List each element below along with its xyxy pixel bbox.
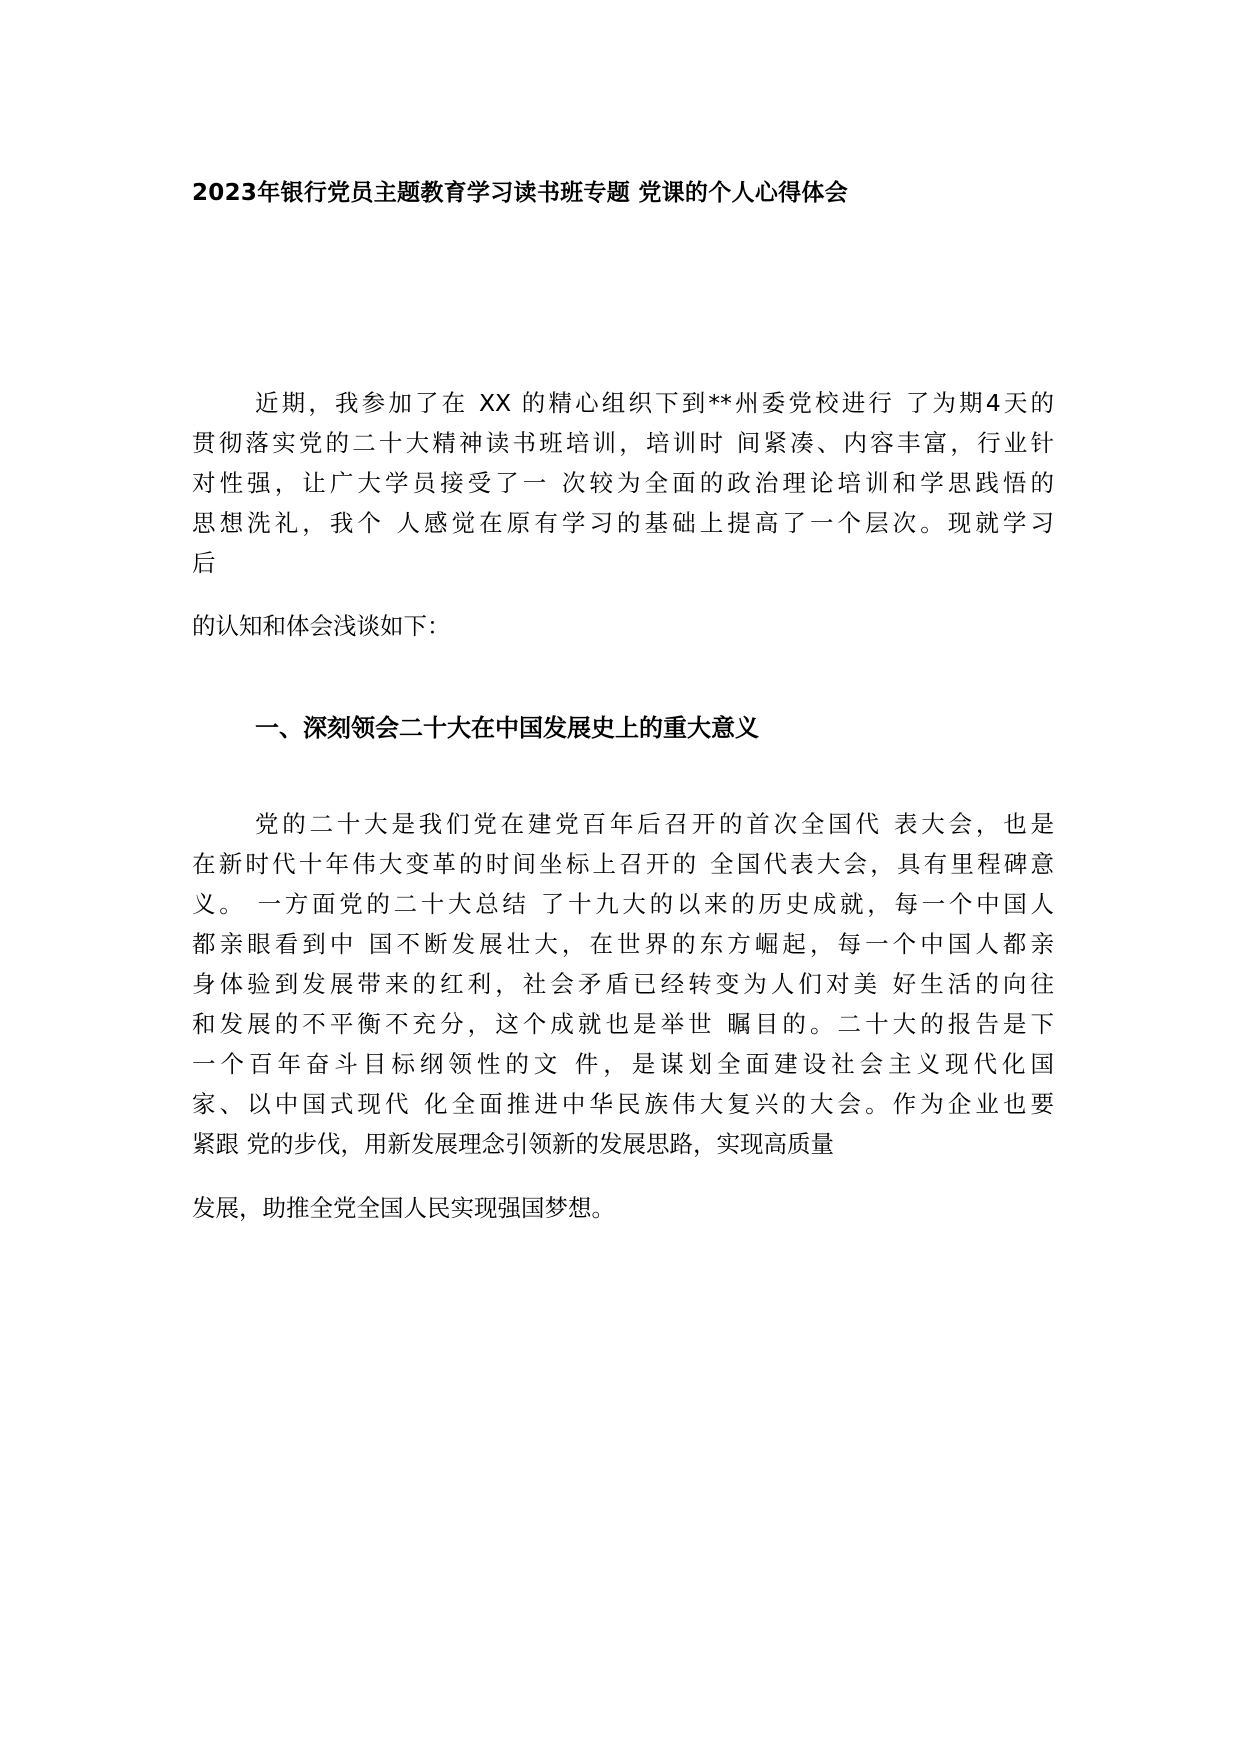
paragraph-intro-continuation [192,606,1054,646]
paragraph-intro [192,383,1054,583]
section-heading: 一、深刻领会二十大在中国发展史上的重大意义 [255,714,759,742]
paragraph-line: 一个百年奋斗目标纲领性的文 件，是谋划全面建设社会主义现代化国 [192,1050,1054,1078]
document-title: 2023年银行党员主题教育学习读书班专题 党课的个人心得体会 [192,180,849,206]
paragraph-line: 对性强，让广大学员接受了一 次较为全面的政治理论培训和学思践悟的 [192,469,1054,497]
paragraph-line: 家、以中国式现代 化全面推进中华民族伟大复兴的大会。作为企业也要 [192,1090,1054,1118]
paragraph-line: 思想洗礼，我个 人感觉在原有学习的基础上提高了一个层次。现就学习 [192,509,1054,537]
paragraph-line: 后 [192,549,216,577]
paragraph-line: 都亲眼看到中 国不断发展壮大，在世界的东方崛起，每一个中国人都亲 [192,930,1054,958]
paragraph-line: 近期，我参加了在 XX 的精心组织下到**州委党校进行 了为期4天的 [255,389,1054,417]
paragraph-line: 义。 一方面党的二十大总结 了十九大的以来的历史成就，每一个中国人 [192,890,1054,918]
paragraph-line: 身体验到发展带来的红利，社会矛盾已经转变为人们对美 好生活的向往 [192,970,1054,998]
paragraph-line: 和发展的不平衡不充分，这个成就也是举世 瞩目的。二十大的报告是下 [192,1010,1054,1038]
paragraph-line: 党的二十大是我们党在建党百年后召开的首次全国代 表大会，也是 [255,810,1054,838]
paragraph-significance-continuation [192,1188,1054,1228]
paragraph-line: 发展，助推全党全国人民实现强国梦想。 [192,1194,615,1222]
paragraph-line: 的认知和体会浅谈如下： [192,612,451,640]
paragraph-line: 紧跟 党的步伐，用新发展理念引领新的发展思路，实现高质量 [192,1130,834,1158]
paragraph-line: 在新时代十年伟大变革的时间坐标上召开的 全国代表大会，具有里程碑意 [192,850,1054,878]
paragraph-line: 贯彻落实党的二十大精神读书班培训，培训时 间紧凑、内容丰富，行业针 [192,429,1054,457]
paragraph-significance [192,804,1054,1164]
